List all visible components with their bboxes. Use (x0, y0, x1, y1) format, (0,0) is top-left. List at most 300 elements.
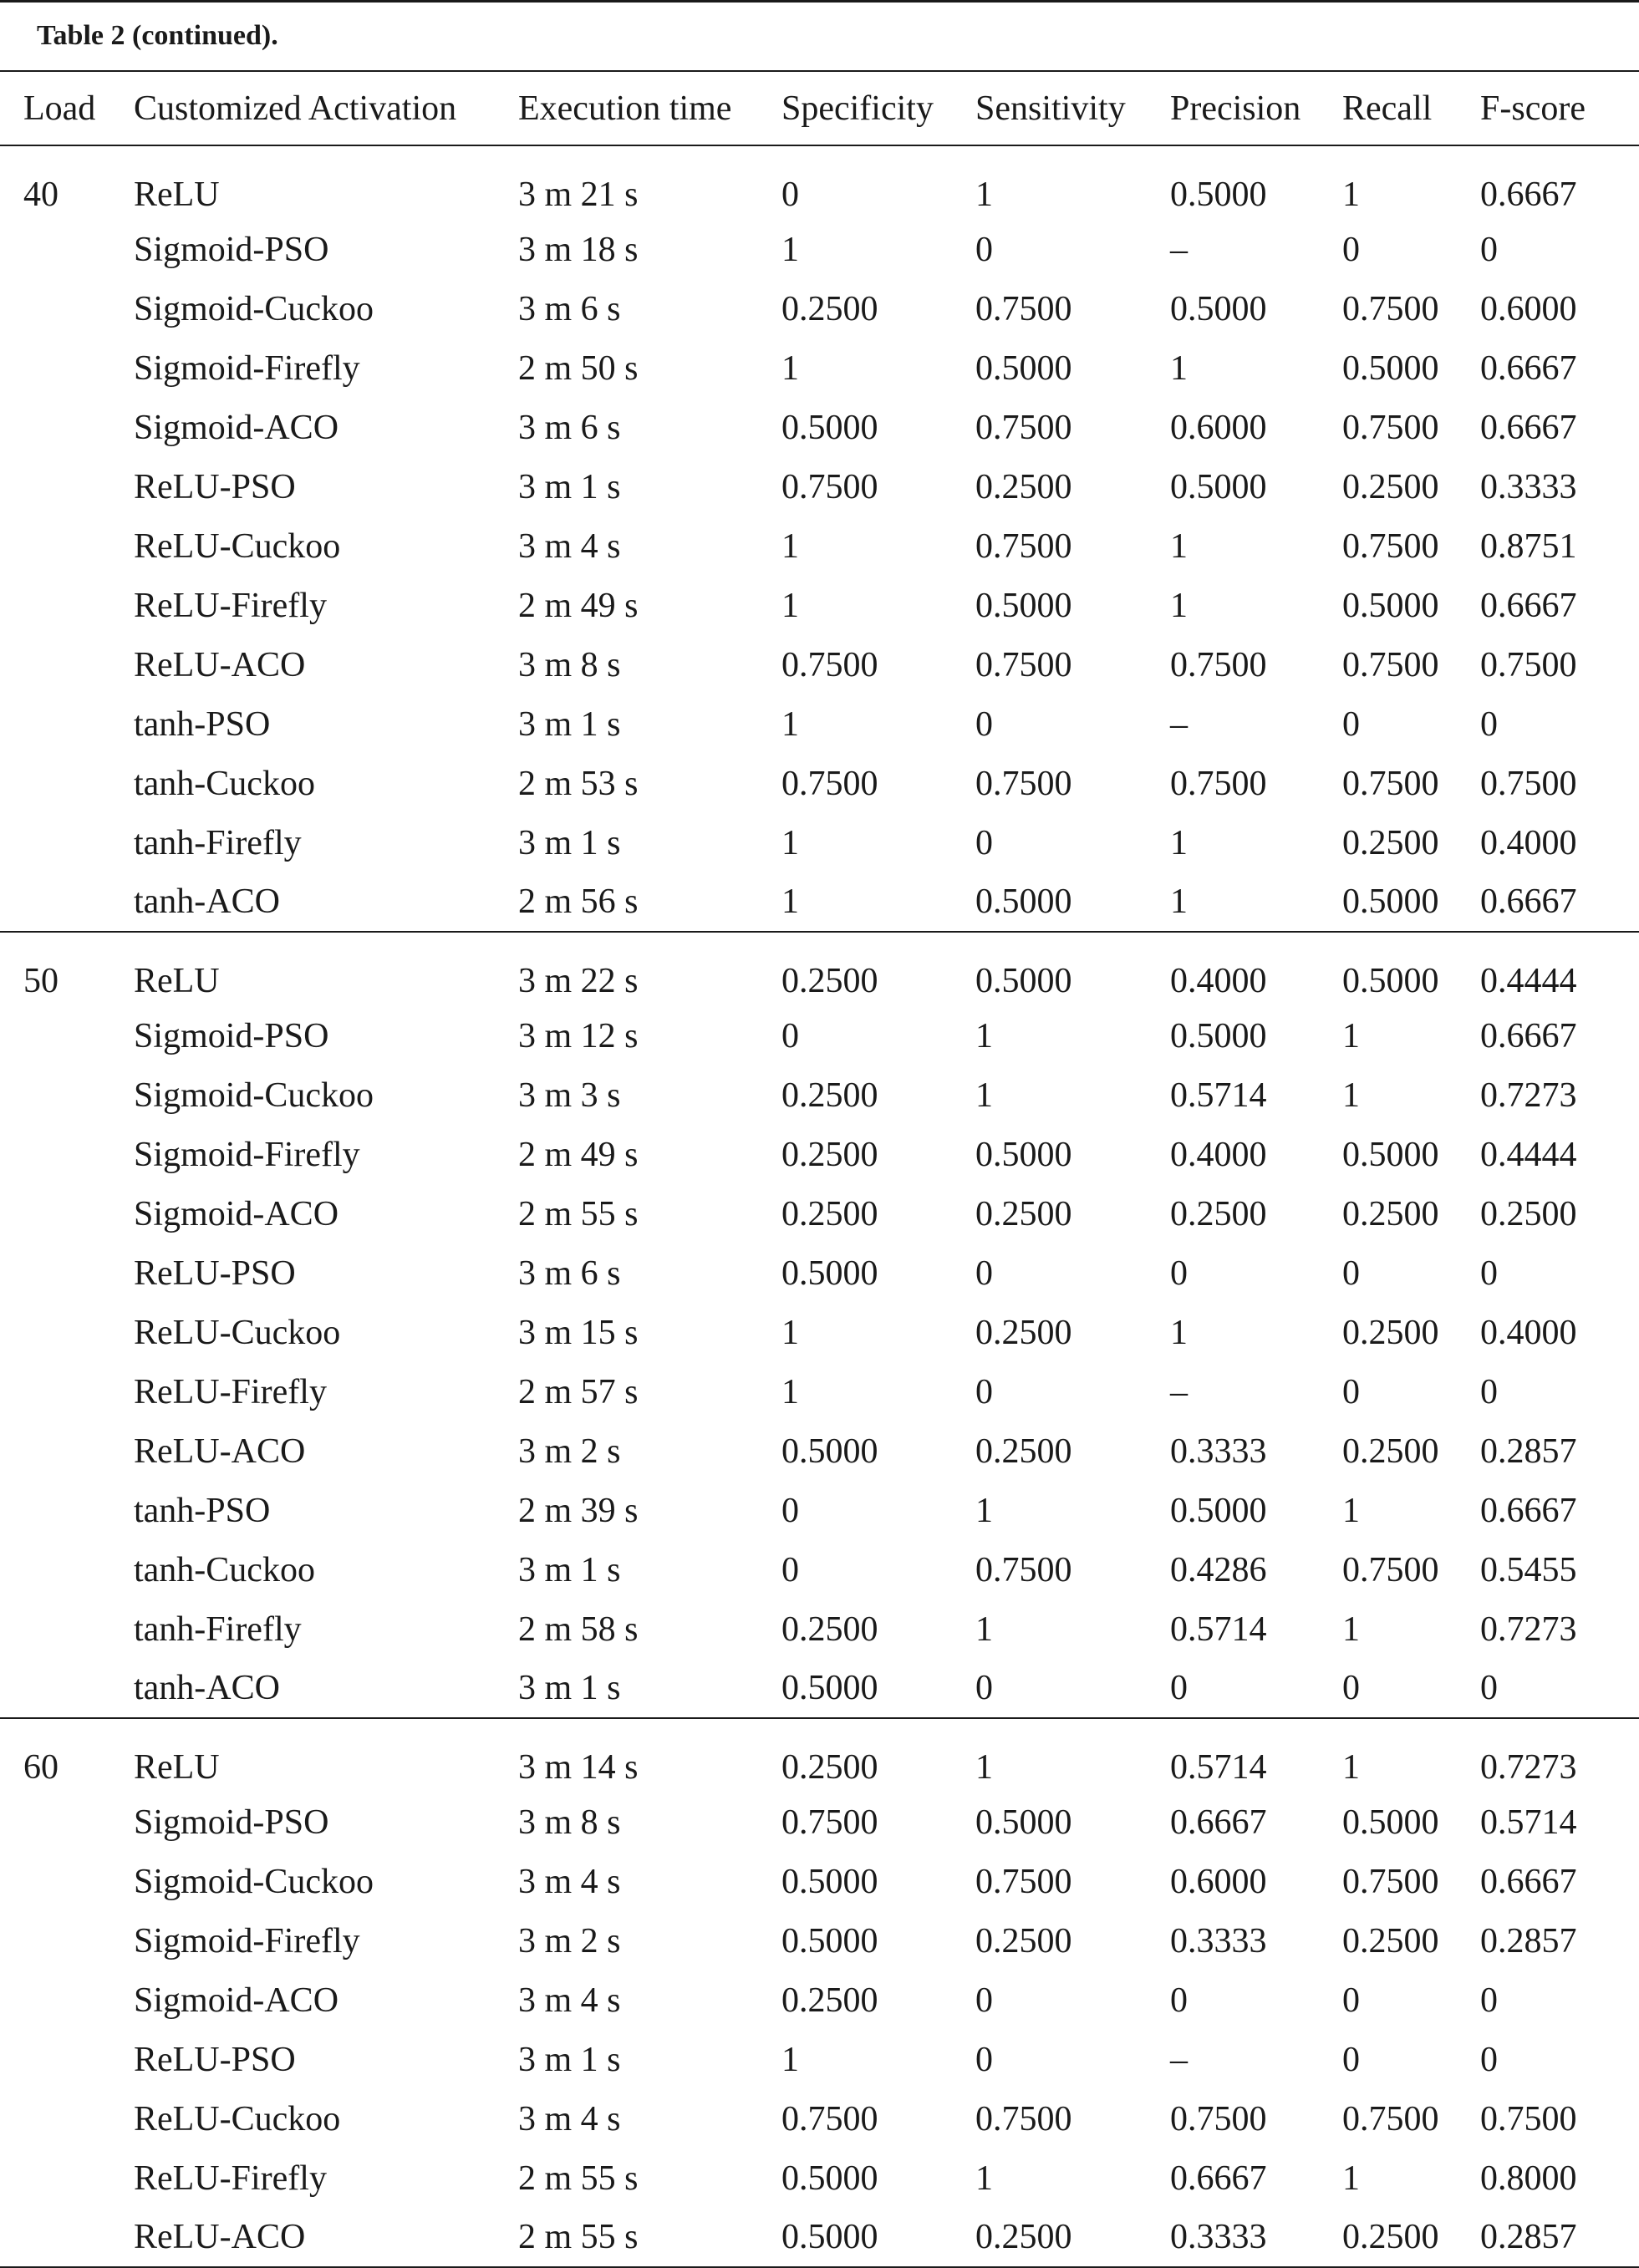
header-specificity: Specificity (781, 72, 975, 145)
cell-load (0, 635, 134, 694)
cell-execution-time: 3 m 21 s (518, 175, 639, 214)
cell-execution-time: 3 m 1 s (518, 823, 621, 862)
cell-execution-time: 3 m 1 s (518, 1659, 781, 1718)
cell-activation: tanh-Cuckoo (134, 1550, 315, 1589)
table-row (0, 1303, 1639, 1362)
cell-precision: 0.5000 (1170, 175, 1267, 214)
cell-f-score: 0.6667 (1480, 408, 1577, 447)
cell-f-score: 0.2857 (1480, 1431, 1577, 1471)
cell-recall: 0.2500 (1342, 1194, 1439, 1233)
cell-recall: 1 (1342, 1076, 1360, 1115)
cell-f-score: 0.4444 (1480, 1135, 1577, 1174)
cell-sensitivity: 0.7500 (975, 408, 1072, 447)
cell-specificity: 0.2500 (781, 1194, 878, 1233)
table-row (0, 694, 1639, 754)
cell-specificity: 1 (781, 230, 799, 269)
cell-sensitivity: 1 (975, 1016, 993, 1055)
table-row (0, 1540, 1639, 1599)
cell-execution-time: 2 m 55 s (518, 2159, 639, 2198)
cell-specificity: 0.2500 (781, 1981, 878, 2020)
cell-f-score: 0.4000 (1480, 1313, 1577, 1352)
cell-precision: 0.6000 (1170, 1862, 1267, 1901)
cell-specificity: 1 (781, 348, 799, 388)
cell-specificity: 0 (781, 1016, 799, 1055)
table-caption: Table 2 (continued). (0, 0, 1639, 72)
cell-execution-time: 3 m 8 s (518, 1803, 621, 1842)
cell-recall: 0.7500 (1342, 645, 1439, 684)
cell-execution-time: 3 m 2 s (518, 1431, 621, 1471)
cell-precision: 0.7500 (1170, 645, 1267, 684)
cell-activation: ReLU-Firefly (134, 1372, 327, 1411)
table-row (0, 576, 1639, 635)
cell-load (0, 1911, 134, 1971)
cell-activation: tanh-Firefly (134, 1609, 302, 1649)
table-row (0, 1971, 1639, 2030)
table-row (0, 2148, 1639, 2208)
cell-activation: Sigmoid-Firefly (134, 1921, 360, 1960)
cell-recall: 0.2500 (1342, 1313, 1439, 1352)
cell-load (0, 2030, 134, 2089)
cell-load (0, 2208, 134, 2267)
cell-execution-time: 2 m 55 s (518, 1194, 639, 1233)
cell-recall: 0.5000 (1342, 586, 1439, 625)
cell-precision: – (1170, 1372, 1188, 1411)
table-row (0, 338, 1639, 398)
cell-precision: 0.5714 (1170, 1748, 1267, 1787)
cell-activation: ReLU-Firefly (134, 586, 327, 625)
cell-specificity: 0.2500 (781, 962, 878, 1000)
cell-load (0, 1006, 134, 1065)
cell-precision: 1 (1170, 1313, 1188, 1352)
cell-specificity: 0 (781, 175, 799, 214)
cell-sensitivity: 0.7500 (975, 526, 1072, 566)
cell-specificity: 0.5000 (781, 1254, 878, 1293)
table-row (0, 813, 1639, 872)
cell-f-score: 0.6000 (1480, 289, 1577, 328)
table-row (0, 145, 1639, 220)
table-row (0, 398, 1639, 457)
cell-activation: ReLU-PSO (134, 2040, 296, 2079)
cell-f-score: 0.7273 (1480, 1748, 1577, 1787)
cell-activation: tanh-Cuckoo (134, 764, 315, 803)
table-row (0, 2030, 1639, 2089)
header-sensitivity: Sensitivity (975, 72, 1170, 145)
cell-activation: Sigmoid-Cuckoo (134, 1076, 374, 1115)
cell-execution-time: 3 m 6 s (518, 1254, 621, 1293)
cell-f-score: 0.7500 (1480, 2099, 1577, 2138)
cell-sensitivity: 0.5000 (975, 872, 1170, 932)
cell-sensitivity: 0.7500 (975, 1862, 1072, 1901)
header-execution-time: Execution time (518, 72, 781, 145)
cell-f-score: 0.7273 (1480, 1609, 1577, 1649)
table-row (0, 1243, 1639, 1303)
header-customized-activation: Customized Activation (134, 72, 518, 145)
cell-activation: Sigmoid-Cuckoo (134, 1862, 374, 1901)
cell-f-score: 0.6667 (1480, 175, 1577, 214)
cell-execution-time: 3 m 2 s (518, 1921, 621, 1960)
cell-specificity: 1 (781, 1313, 799, 1352)
cell-recall: 0.5000 (1342, 1803, 1439, 1842)
cell-recall: 0.2500 (1342, 1921, 1439, 1960)
cell-precision: 0.4286 (1170, 1550, 1267, 1589)
table-row (0, 932, 1639, 1006)
cell-precision: 0.6000 (1170, 408, 1267, 447)
cell-f-score: 0.5714 (1480, 1803, 1577, 1842)
cell-sensitivity: 0 (975, 1981, 993, 2020)
cell-load (0, 1421, 134, 1481)
table-row (0, 457, 1639, 516)
cell-sensitivity: 0 (975, 1659, 1170, 1718)
cell-sensitivity: 0 (975, 1372, 993, 1411)
cell-activation: ReLU-Cuckoo (134, 2099, 341, 2138)
cell-load (0, 1599, 134, 1659)
cell-recall: 0.7500 (1342, 526, 1439, 566)
cell-precision: 1 (1170, 823, 1188, 862)
cell-recall: 1 (1342, 1491, 1360, 1530)
cell-load (0, 398, 134, 457)
cell-specificity: 0.2500 (781, 1135, 878, 1174)
cell-sensitivity: 0.5000 (975, 962, 1072, 1000)
cell-sensitivity: 1 (975, 1748, 993, 1787)
cell-sensitivity: 0.5000 (975, 348, 1072, 388)
table-row (0, 1911, 1639, 1971)
cell-activation: tanh-PSO (134, 704, 271, 744)
cell-load (0, 1243, 134, 1303)
cell-load (0, 813, 134, 872)
cell-precision: 0.7500 (1170, 764, 1267, 803)
cell-activation: ReLU (134, 1748, 220, 1787)
cell-f-score: 0.2857 (1480, 2208, 1639, 2267)
cell-f-score: 0.7500 (1480, 764, 1577, 803)
cell-specificity: 0.2500 (781, 1748, 878, 1787)
table-row (0, 1852, 1639, 1911)
cell-f-score: 0 (1480, 1981, 1498, 2020)
cell-specificity: 1 (781, 823, 799, 862)
cell-recall: 0 (1342, 1372, 1360, 1411)
cell-specificity: 0.5000 (781, 408, 878, 447)
header-load: Load (0, 72, 134, 145)
cell-execution-time: 3 m 18 s (518, 230, 639, 269)
cell-sensitivity: 0.5000 (975, 1803, 1072, 1842)
cell-sensitivity: 0 (975, 230, 993, 269)
table-row (0, 1006, 1639, 1065)
cell-execution-time: 3 m 4 s (518, 1862, 621, 1901)
cell-f-score: 0.6667 (1480, 1491, 1577, 1530)
cell-specificity: 0 (781, 1491, 799, 1530)
cell-precision: 0.2500 (1170, 1194, 1267, 1233)
cell-specificity: 0.7500 (781, 467, 878, 506)
cell-recall: 0.7500 (1342, 2099, 1439, 2138)
cell-f-score: 0.8000 (1480, 2159, 1577, 2198)
cell-execution-time: 3 m 4 s (518, 1981, 621, 2020)
cell-f-score: 0.7273 (1480, 1076, 1577, 1115)
cell-load (0, 1540, 134, 1599)
table-row (0, 2208, 1639, 2267)
cell-execution-time: 3 m 1 s (518, 1550, 621, 1589)
cell-precision: 0 (1170, 1659, 1342, 1718)
cell-sensitivity: 0 (975, 1254, 993, 1293)
cell-load: 40 (23, 175, 59, 214)
cell-load (0, 457, 134, 516)
table-row (0, 1421, 1639, 1481)
table-row (0, 1599, 1639, 1659)
cell-load (0, 576, 134, 635)
cell-load (0, 1184, 134, 1243)
cell-recall: 0.2500 (1342, 467, 1439, 506)
cell-sensitivity: 0.7500 (975, 289, 1072, 328)
cell-f-score: 0.4444 (1480, 962, 1577, 1000)
cell-load (0, 2148, 134, 2208)
cell-load (0, 694, 134, 754)
cell-precision: 0.5000 (1170, 1016, 1267, 1055)
cell-execution-time: 2 m 58 s (518, 1609, 639, 1649)
cell-sensitivity: 1 (975, 1491, 993, 1530)
table-row (0, 635, 1639, 694)
cell-precision: – (1170, 230, 1188, 269)
cell-activation: Sigmoid-PSO (134, 1803, 329, 1842)
table-row (0, 1362, 1639, 1421)
cell-sensitivity: 0.5000 (975, 1135, 1072, 1174)
cell-execution-time: 3 m 1 s (518, 704, 621, 744)
cell-recall: 1 (1342, 175, 1360, 214)
cell-specificity: 1 (781, 872, 975, 932)
cell-specificity: 1 (781, 526, 799, 566)
cell-sensitivity: 0.2500 (975, 1921, 1072, 1960)
cell-specificity: 0.5000 (781, 1921, 878, 1960)
cell-execution-time: 3 m 4 s (518, 526, 621, 566)
cell-f-score: 0 (1480, 1659, 1639, 1718)
cell-execution-time: 3 m 14 s (518, 1748, 639, 1787)
cell-precision: – (1170, 704, 1188, 744)
cell-activation: ReLU-ACO (134, 2208, 518, 2267)
cell-sensitivity: 0 (975, 823, 993, 862)
cell-precision: 1 (1170, 586, 1188, 625)
cell-execution-time: 3 m 4 s (518, 2099, 621, 2138)
cell-load (0, 872, 134, 932)
cell-precision: 0.3333 (1170, 1431, 1267, 1471)
cell-f-score: 0.2500 (1480, 1194, 1577, 1233)
cell-f-score: 0.2857 (1480, 1921, 1577, 1960)
cell-activation: ReLU (134, 175, 220, 214)
cell-activation: ReLU-Cuckoo (134, 526, 341, 566)
cell-execution-time: 3 m 1 s (518, 467, 621, 506)
cell-activation: ReLU-PSO (134, 467, 296, 506)
cell-precision: 0.5714 (1170, 1609, 1267, 1649)
cell-specificity: 0.2500 (781, 1076, 878, 1115)
cell-load (0, 1125, 134, 1184)
cell-activation: Sigmoid-PSO (134, 230, 329, 269)
cell-load (0, 220, 134, 279)
cell-activation: Sigmoid-PSO (134, 1016, 329, 1055)
cell-activation: ReLU-Firefly (134, 2159, 327, 2198)
cell-load (0, 1065, 134, 1125)
cell-recall: 0 (1342, 1981, 1360, 2020)
header-f-score: F-score (1480, 72, 1639, 145)
cell-activation: Sigmoid-Cuckoo (134, 289, 374, 328)
cell-sensitivity: 0.2500 (975, 1313, 1072, 1352)
cell-specificity: 1 (781, 586, 799, 625)
cell-activation: Sigmoid-Firefly (134, 348, 360, 388)
cell-precision: 0.3333 (1170, 2208, 1342, 2267)
cell-execution-time: 2 m 53 s (518, 764, 639, 803)
cell-sensitivity: 0.5000 (975, 586, 1072, 625)
table-row (0, 516, 1639, 576)
cell-execution-time: 2 m 49 s (518, 586, 639, 625)
cell-specificity: 0.5000 (781, 1862, 878, 1901)
cell-sensitivity: 0.7500 (975, 1550, 1072, 1589)
cell-specificity: 1 (781, 1372, 799, 1411)
cell-recall: 0.7500 (1342, 1862, 1439, 1901)
results-table (0, 72, 1639, 2268)
table-row (0, 1659, 1639, 1718)
table-row (0, 2089, 1639, 2148)
cell-recall: 0.5000 (1342, 1135, 1439, 1174)
cell-precision: 1 (1170, 526, 1188, 566)
cell-sensitivity: 0.7500 (975, 764, 1072, 803)
cell-f-score: 0.6667 (1480, 1862, 1577, 1901)
cell-f-score: 0.6667 (1480, 348, 1577, 388)
table-body (0, 145, 1639, 2267)
cell-specificity: 0.2500 (781, 1609, 878, 1649)
cell-specificity: 0.5000 (781, 1659, 975, 1718)
cell-execution-time: 2 m 49 s (518, 1135, 639, 1174)
cell-precision: 0.4000 (1170, 1135, 1267, 1174)
cell-recall: 0 (1342, 230, 1360, 269)
table-row (0, 872, 1639, 932)
cell-precision: 1 (1170, 872, 1342, 932)
cell-precision: 0 (1170, 1981, 1188, 2020)
cell-recall: 0 (1342, 1254, 1360, 1293)
cell-recall: 1 (1342, 1748, 1360, 1787)
cell-precision: 0.6667 (1170, 2159, 1267, 2198)
cell-recall: 0 (1342, 1659, 1480, 1718)
cell-f-score: 0.8751 (1480, 526, 1577, 566)
cell-sensitivity: 0.2500 (975, 1431, 1072, 1471)
cell-f-score: 0.3333 (1480, 467, 1577, 506)
cell-specificity: 0.7500 (781, 764, 878, 803)
cell-recall: 0.2500 (1342, 823, 1439, 862)
cell-precision: 0.5000 (1170, 467, 1267, 506)
cell-recall: 1 (1342, 1016, 1360, 1055)
cell-f-score: 0.5455 (1480, 1550, 1577, 1589)
table-row (0, 1065, 1639, 1125)
cell-load (0, 1303, 134, 1362)
cell-load (0, 754, 134, 813)
cell-f-score: 0 (1480, 1254, 1498, 1293)
cell-specificity: 0.5000 (781, 1431, 878, 1471)
cell-f-score: 0 (1480, 704, 1498, 744)
cell-load: 50 (23, 962, 59, 1000)
cell-activation: tanh-Firefly (134, 823, 302, 862)
cell-specificity: 1 (781, 2040, 799, 2079)
cell-specificity: 0.5000 (781, 2208, 975, 2267)
cell-sensitivity: 0.2500 (975, 1194, 1072, 1233)
header-recall: Recall (1342, 72, 1480, 145)
cell-execution-time: 2 m 50 s (518, 348, 639, 388)
cell-activation: ReLU-ACO (134, 1431, 306, 1471)
cell-recall: 1 (1342, 2159, 1360, 2198)
cell-execution-time: 3 m 1 s (518, 2040, 621, 2079)
cell-precision: 0.5000 (1170, 1491, 1267, 1530)
cell-load (0, 1659, 134, 1718)
table-row (0, 1481, 1639, 1540)
cell-precision: 0.6667 (1170, 1803, 1267, 1842)
cell-sensitivity: 1 (975, 175, 993, 214)
cell-load (0, 1362, 134, 1421)
cell-load (0, 516, 134, 576)
cell-precision: 0.3333 (1170, 1921, 1267, 1960)
cell-activation: Sigmoid-ACO (134, 408, 339, 447)
cell-execution-time: 3 m 15 s (518, 1313, 639, 1352)
cell-recall: 0.7500 (1342, 764, 1439, 803)
cell-recall: 0 (1342, 704, 1360, 744)
cell-activation: tanh-PSO (134, 1491, 271, 1530)
cell-load (0, 279, 134, 338)
cell-precision: 0.5714 (1170, 1076, 1267, 1115)
cell-recall: 0.7500 (1342, 289, 1439, 328)
table-row (0, 220, 1639, 279)
cell-recall: 0.2500 (1342, 1431, 1439, 1471)
cell-recall: 0.5000 (1342, 872, 1480, 932)
cell-f-score: 0.7500 (1480, 645, 1577, 684)
table-row (0, 754, 1639, 813)
cell-f-score: 0.6667 (1480, 586, 1577, 625)
table-row (0, 279, 1639, 338)
cell-execution-time: 3 m 12 s (518, 1016, 639, 1055)
cell-load (0, 1793, 134, 1852)
cell-execution-time: 3 m 6 s (518, 289, 621, 328)
table-row (0, 1793, 1639, 1852)
cell-load (0, 1971, 134, 2030)
cell-activation: Sigmoid-ACO (134, 1194, 339, 1233)
cell-execution-time: 3 m 22 s (518, 962, 639, 1000)
cell-execution-time: 3 m 3 s (518, 1076, 621, 1115)
cell-precision: 1 (1170, 348, 1188, 388)
cell-load (0, 1481, 134, 1540)
cell-sensitivity: 1 (975, 1076, 993, 1115)
cell-execution-time: 2 m 57 s (518, 1372, 639, 1411)
cell-f-score: 0 (1480, 1372, 1498, 1411)
cell-precision: 0 (1170, 1254, 1188, 1293)
cell-specificity: 0.5000 (781, 2159, 878, 2198)
cell-load (0, 338, 134, 398)
cell-activation: tanh-ACO (134, 872, 518, 932)
cell-activation: Sigmoid-Firefly (134, 1135, 360, 1174)
cell-specificity: 0.2500 (781, 289, 878, 328)
cell-sensitivity: 0.7500 (975, 645, 1072, 684)
cell-execution-time: 2 m 39 s (518, 1491, 639, 1530)
header-row (0, 72, 1639, 145)
cell-specificity: 1 (781, 704, 799, 744)
cell-f-score: 0.6667 (1480, 1016, 1577, 1055)
table-row (0, 1184, 1639, 1243)
cell-sensitivity: 1 (975, 2159, 993, 2198)
cell-f-score: 0.6667 (1480, 872, 1639, 932)
cell-load (0, 2089, 134, 2148)
header-precision: Precision (1170, 72, 1342, 145)
cell-execution-time: 2 m 55 s (518, 2208, 781, 2267)
cell-precision: 0.5000 (1170, 289, 1267, 328)
cell-specificity: 0.7500 (781, 2099, 878, 2138)
cell-recall: 0.7500 (1342, 408, 1439, 447)
cell-specificity: 0 (781, 1550, 799, 1589)
cell-activation: ReLU-PSO (134, 1254, 296, 1293)
cell-sensitivity: 0.2500 (975, 467, 1072, 506)
cell-sensitivity: 1 (975, 1609, 993, 1649)
cell-sensitivity: 0 (975, 2040, 993, 2079)
cell-recall: 0.5000 (1342, 962, 1439, 1000)
cell-f-score: 0 (1480, 2040, 1498, 2079)
